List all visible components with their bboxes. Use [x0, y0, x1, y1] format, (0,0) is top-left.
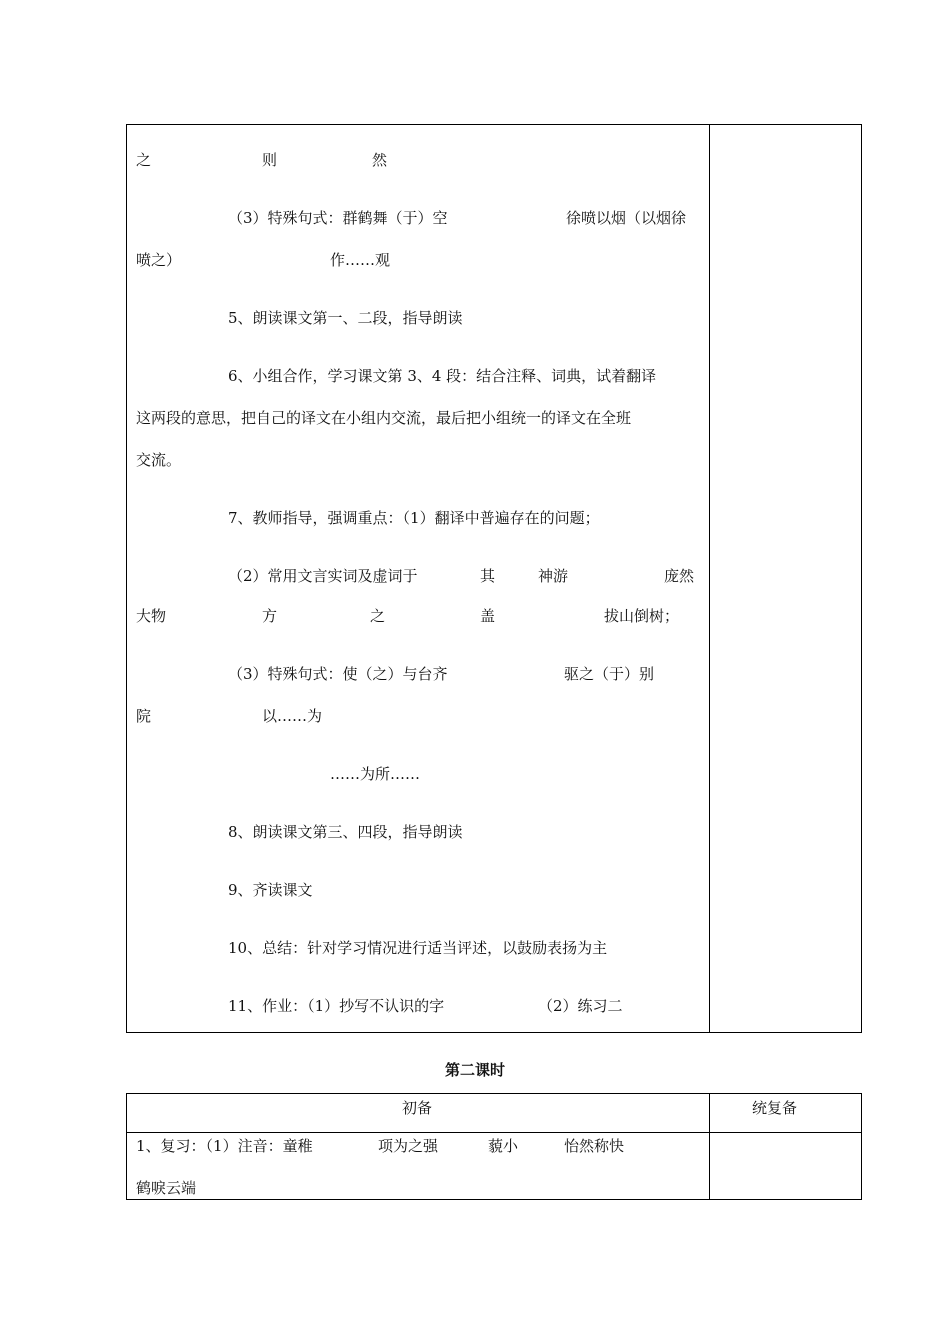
text-line: （2）练习二 [538, 997, 623, 1015]
text-line: （2）常用文言实词及虚词于 [228, 567, 418, 585]
text-line: 方 [262, 607, 278, 625]
section-title: 第二课时 [445, 1061, 506, 1079]
text-line: 项为之强 [378, 1137, 439, 1155]
text-line: 喷之） [136, 251, 182, 269]
table-2-column-divider [709, 1093, 710, 1200]
table-2-header-divider [126, 1132, 862, 1133]
text-line: 徐喷以烟（以烟徐 [566, 209, 687, 227]
column-header-initial: 初备 [402, 1099, 433, 1117]
text-line: 作……观 [330, 251, 391, 269]
text-line: 然 [372, 151, 388, 169]
text-line: 庞然 [664, 567, 695, 585]
text-line: 8、朗读课文第三、四段，指导朗读 [228, 823, 463, 841]
text-line: 9、齐读课文 [228, 881, 313, 899]
text-line: ……为所…… [330, 765, 421, 783]
text-line: 以……为 [262, 707, 323, 725]
table-1-column-divider [709, 124, 710, 1033]
text-line: 院 [136, 707, 152, 725]
text-line: 6、小组合作，学习课文第 3、4 段：结合注释、词典，试着翻译 [228, 367, 657, 385]
text-line: 则 [262, 151, 278, 169]
text-line: 这两段的意思，把自己的译文在小组内交流，最后把小组统一的译文在全班 [136, 409, 632, 427]
text-line: 盖 [480, 607, 496, 625]
text-line: 1、复习：（1）注音：童稚 [136, 1137, 313, 1155]
text-line: 拔山倒树； [604, 607, 680, 625]
text-line: 之 [136, 151, 152, 169]
column-header-review: 统复备 [752, 1099, 798, 1117]
text-line: 交流。 [136, 451, 182, 469]
text-line: 大物 [136, 607, 167, 625]
text-line: 鹤唳云端 [136, 1179, 197, 1197]
text-line: 5、朗读课文第一、二段，指导朗读 [228, 309, 463, 327]
text-line: （3）特殊句式：群鹤舞（于）空 [228, 209, 448, 227]
text-line: （3）特殊句式：使（之）与台齐 [228, 665, 448, 683]
text-line: 驱之（于）别 [564, 665, 655, 683]
text-line: 之 [370, 607, 386, 625]
text-line: 10、总结：针对学习情况进行适当评述，以鼓励表扬为主 [228, 939, 608, 957]
text-line: 7、教师指导，强调重点：（1）翻译中普遍存在的问题； [228, 509, 600, 527]
text-line: 怡然称快 [564, 1137, 625, 1155]
text-line: 神游 [538, 567, 569, 585]
text-line: 其 [480, 567, 496, 585]
text-line: 11、作业：（1）抄写不认识的字 [228, 997, 445, 1015]
text-line: 藐小 [488, 1137, 519, 1155]
